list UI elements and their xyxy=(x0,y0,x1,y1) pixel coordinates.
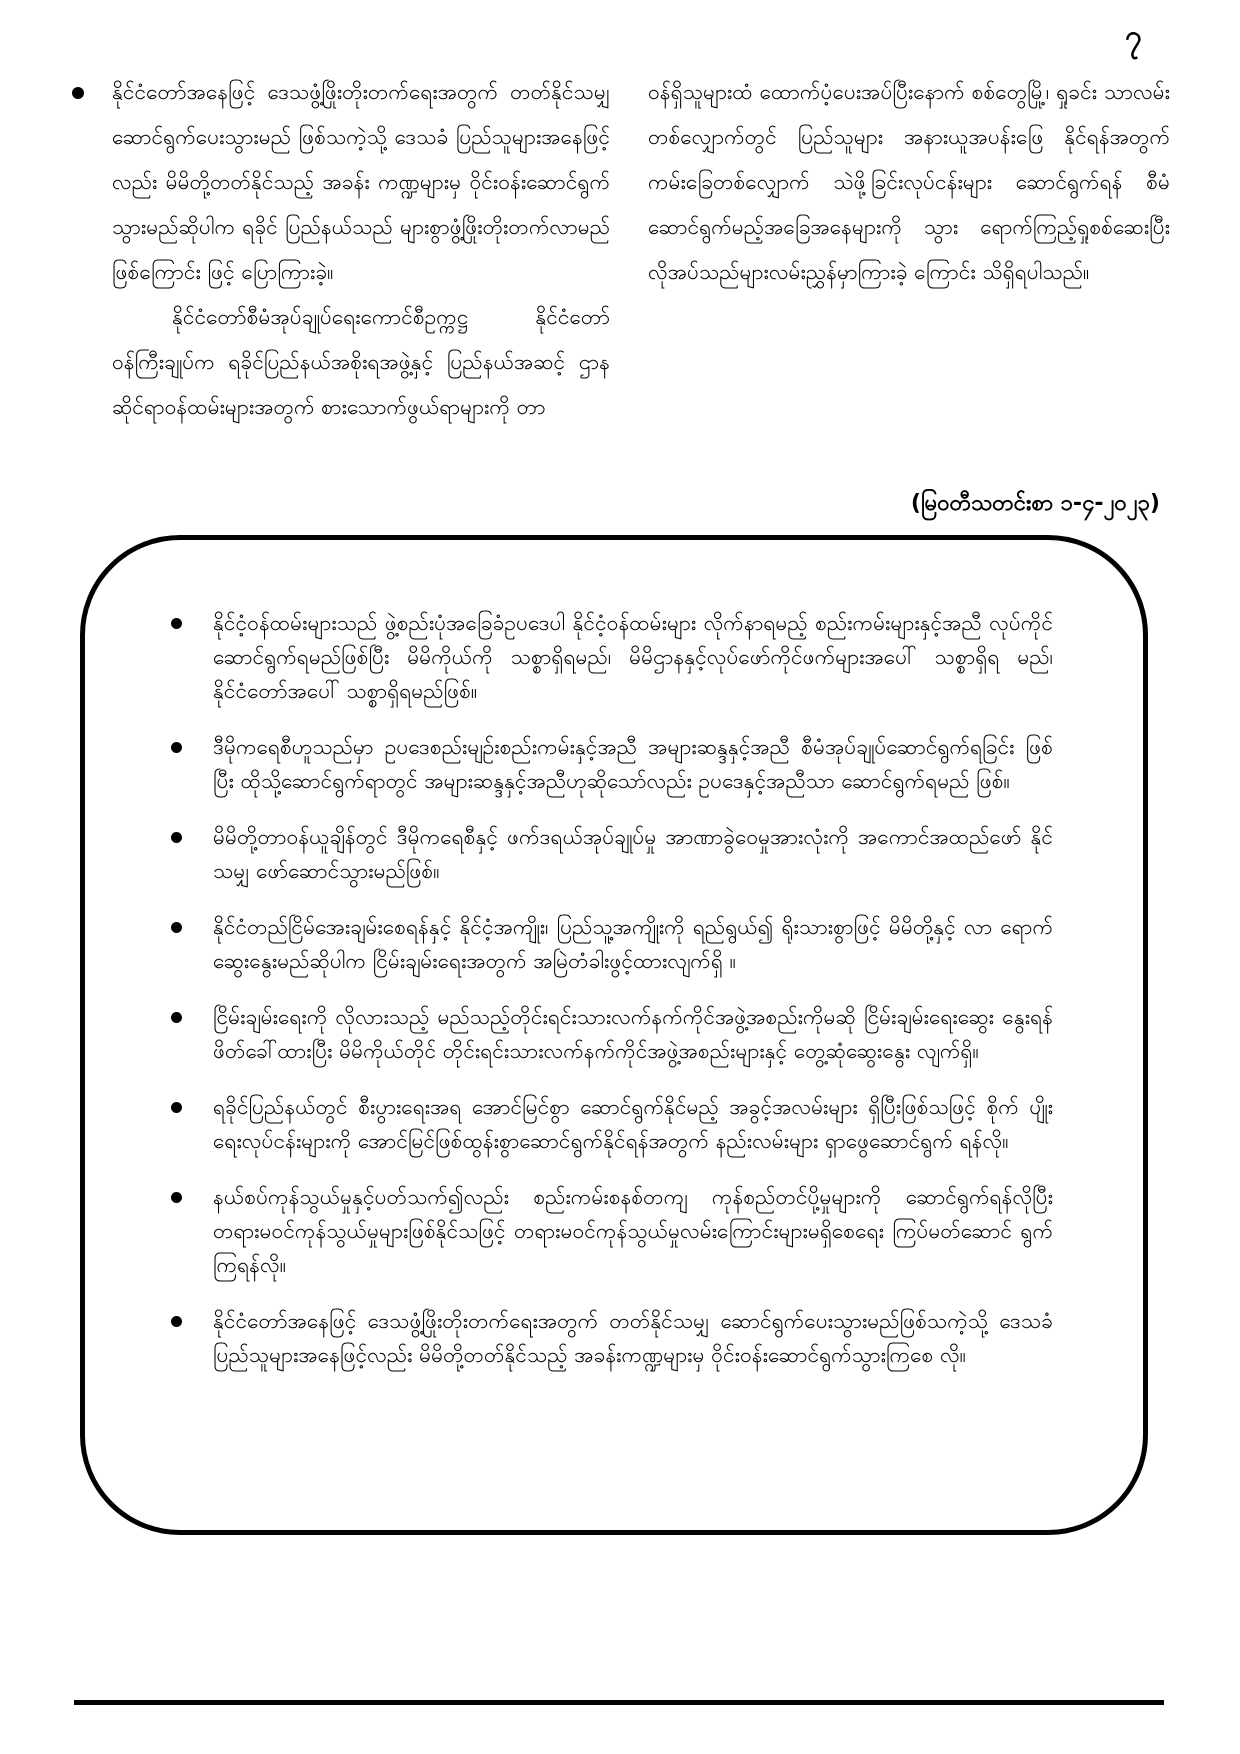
list-item-text: ရခိုင်ပြည်နယ်တွင် စီးပွားရေးအရ အောင်မြင်စွာ ဆောင်ရွက်နိုင်မည့် အခွင့်အလမ်းများ ရှိပြီးဖြစ်သဖြင့် စိုက် ပျိုးရေးလုပ်ငန်းများကို အောင်မြင်ဖြစ်ထွန်းစွာဆောင်ရွက်နိုင်ရန်အတွက် နည်းလမ်းများ ရှာဖွေဆောင်ရွက် ရန်လို။ xyxy=(213,1095,1053,1153)
bullet-dot-icon xyxy=(171,1316,182,1327)
continued-paragraph: ဝန်ရှိသူများထံ ထောက်ပံ့ပေးအပ်ပြီးနောက် စစ်တွေမြို့၊ ရှုခင်း သာလမ်းတစ်လျှောက်တွင် ပြည်သူများ အနားယူအပန်းဖြေ နိုင်ရန်အတွက် ကမ်းခြေတစ်လျှောက် သဲဖို့ခြင်းလုပ်ငန်းများ ဆောင်ရွက်ရန် စီမံဆောင်ရွက်မည့်အခြေအနေများကို သွား ရောက်ကြည့်ရှုစစ်ဆေးပြီး လိုအပ်သည်များလမ်းညွှန်မှာကြားခဲ့ ကြောင်း သိရှိရပါသည်။ xyxy=(648,80,1170,284)
bullet-dot-icon xyxy=(171,832,182,843)
list-item-text: နိုင်ငံတည်ငြိမ်အေးချမ်းစေရန်နှင့် နိုင်ငံ့အကျိုး၊ ပြည်သူ့အကျိုးကို ရည်ရွယ်၍ ရိုးသားစွာဖြင့် မိမိတို့နှင့် လာ ရောက်ဆွေးနွေးမည်ဆိုပါက ငြိမ်းချမ်းရေးအတွက် အမြဲတံခါးဖွင့်ထားလျက်ရှိ ။ xyxy=(213,915,1053,973)
page-number: ၇ xyxy=(1125,19,1142,54)
list-item xyxy=(163,820,1053,888)
bullet-dot-icon xyxy=(171,618,182,629)
bullet-dot-icon xyxy=(171,1192,182,1203)
list-item xyxy=(163,1090,1053,1158)
article-columns xyxy=(70,70,1170,510)
bullet-dot-icon xyxy=(171,1012,182,1023)
list-item-text: နိုင်ငံတော်အနေဖြင့် ဒေသဖွံ့ဖြိုးတိုးတက်ရေးအတွက် တတ်နိုင်သမျှ ဆောင်ရွက်ပေးသွားမည်ဖြစ်သကဲ့သို့ ဒေသခံပြည်သူများအနေဖြင့်လည်း မိမိတို့တတ်နိုင်သည့် အခန်းကဏ္ဍများမှ ဝိုင်းဝန်းဆောင်ရွက်သွားကြစေ လို။ xyxy=(213,1309,1053,1367)
bullet-paragraph-text: နိုင်ငံတော်အနေဖြင့် ဒေသဖွံ့ဖြိုးတိုးတက်ရေးအတွက် တတ်နိုင်သမျှ ဆောင်ရွက်ပေးသွားမည် ဖြစ်သကဲ့သို့ ဒေသခံ ပြည်သူများအနေဖြင့်လည်း မိမိတို့တတ်နိုင်သည့် အခန်း ကဏ္ဍများမှ ဝိုင်းဝန်းဆောင်ရွက်သွားမည်ဆိုပါက ရခိုင် ပြည်နယ်သည် များစွာဖွံ့ဖြိုးတိုးတက်လာမည်ဖြစ်ကြောင်း ဖြင့် ပြောကြားခဲ့။ xyxy=(112,80,610,284)
source-citation: (မြဝတီသတင်းစာ ၁-၄-၂၀၂၃) xyxy=(910,491,1160,516)
list-item-text: မိမိတို့တာဝန်ယူချိန်တွင် ဒီမိုကရေစီနှင့် ဖက်ဒရယ်အုပ်ချုပ်မှု အာဏာခွဲဝေမှုအားလုံးကို အကောင်အထည်ဖော် နိုင်သမျှ ဖော်ဆောင်သွားမည်ဖြစ်။ xyxy=(213,825,1053,883)
bullet-dot-icon xyxy=(171,742,182,753)
footer-rule xyxy=(74,1700,1164,1705)
list-item-text: နိုင်ငံ့ဝန်ထမ်းများသည် ဖွဲ့စည်းပုံအခြေခံဥပဒေပါ နိုင်ငံ့ဝန်ထမ်းများ လိုက်နာရမည့် စည်းကမ်းများနှင့်အညီ လုပ်ကိုင်ဆောင်ရွက်ရမည်ဖြစ်ပြီး မိမိကိုယ်ကို သစ္စာရှိရမည်၊ မိမိဌာနနှင့်လုပ်ဖော်ကိုင်ဖက်များအပေါ် သစ္စာရှိရ မည်၊ နိုင်ငံတော်အပေါ် သစ္စာရှိရမည်ဖြစ်။ xyxy=(213,611,1053,703)
left-column xyxy=(70,70,610,510)
list-item-text: ငြိမ်းချမ်းရေးကို လိုလားသည့် မည်သည့်တိုင်းရင်းသားလက်နက်ကိုင်အဖွဲ့အစည်းကိုမဆို ငြိမ်းချမ်းရေးဆွေး နွေးရန် ဖိတ်ခေါ်ထားပြီး မိမိကိုယ်တိုင် တိုင်းရင်းသားလက်နက်ကိုင်အဖွဲ့အစည်းများနှင့် တွေ့ဆုံဆွေးနွေး လျက်ရှိ။ xyxy=(213,1005,1053,1063)
list-item xyxy=(163,910,1053,978)
right-column xyxy=(648,70,1170,510)
highlight-box xyxy=(80,535,1148,1535)
bullet-dot-icon xyxy=(72,87,84,99)
bullet-paragraph xyxy=(70,70,610,295)
list-item xyxy=(163,1180,1053,1282)
list-item xyxy=(163,1304,1053,1372)
key-points-list xyxy=(163,606,1053,1372)
list-item xyxy=(163,606,1053,708)
indented-paragraph: နိုင်ငံတော်စီမံအုပ်ချုပ်ရေးကောင်စီဥက္ကဋ္ဌ နိုင်ငံတော် ဝန်ကြီးချုပ်က ရခိုင်ပြည်နယ်အစိုးရအဖွဲ့နှင့် ပြည်နယ်အဆင့် ဌာန ဆိုင်ရာဝန်ထမ်းများအတွက် စားသောက်ဖွယ်ရာများကို တာ xyxy=(112,305,610,419)
list-item xyxy=(163,1000,1053,1068)
list-item-text: ဒီမိုကရေစီဟူသည်မှာ ဥပဒေစည်းမျဉ်းစည်းကမ်းနှင့်အညီ အများဆန္ဒနှင့်အညီ စီမံအုပ်ချုပ်ဆောင်ရွက်ရခြင်း ဖြစ်ပြီး ထိုသို့ဆောင်ရွက်ရာတွင် အများဆန္ဒနှင့်အညီဟုဆိုသော်လည်း ဥပဒေနှင့်အညီသာ ဆောင်ရွက်ရမည် ဖြစ်။ xyxy=(213,735,1053,793)
bullet-dot-icon xyxy=(171,1102,182,1113)
list-item xyxy=(163,730,1053,798)
bullet-dot-icon xyxy=(171,922,182,933)
list-item-text: နယ်စပ်ကုန်သွယ်မှုနှင့်ပတ်သက်၍လည်း စည်းကမ်းစနစ်တကျ ကုန်စည်တင်ပို့မှုများကို ဆောင်ရွက်ရန်လိုပြီး တရားမဝင်ကုန်သွယ်မှုများဖြစ်နိုင်သဖြင့် တရားမဝင်ကုန်သွယ်မှုလမ်းကြောင်းများမရှိစေရေး ကြပ်မတ်ဆောင် ရွက်ကြရန်လို။ xyxy=(213,1185,1053,1277)
